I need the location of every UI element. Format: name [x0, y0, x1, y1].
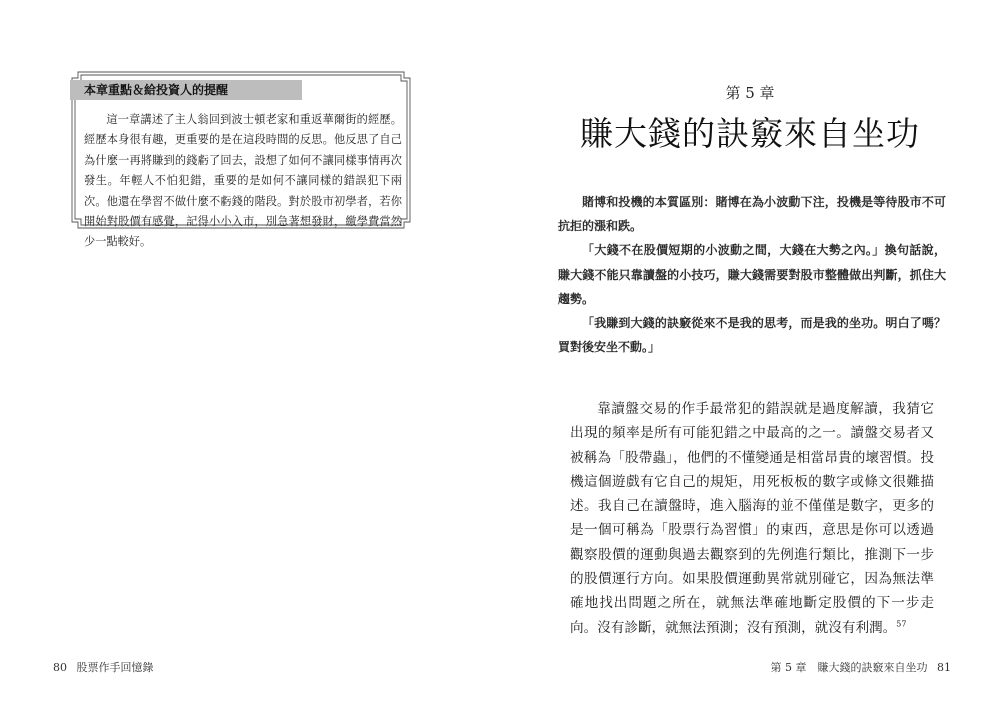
chapter-label: 第 5 章 [725, 84, 775, 102]
right-page-number: 81 [937, 661, 951, 674]
body-text [570, 397, 934, 640]
right-folio [771, 659, 958, 675]
right-running-head: 第 5 章 賺大錢的訣竅來自坐功 [770, 661, 928, 674]
chapter-title: 賺大錢的訣竅來自坐功 [580, 114, 920, 153]
left-page-number: 80 [53, 661, 67, 674]
left-folio [47, 659, 154, 675]
summary-body [84, 110, 402, 253]
epigraph-paragraph-3: 「我賺到大錢的訣竅從來不是我的思考，而是我的坐功。明白了嗎？買對後安坐不動。」 [558, 316, 946, 355]
chapter-summary-box [70, 70, 412, 249]
chapter-epigraph [558, 190, 946, 359]
summary-title: 本章重點＆給投資人的提醒 [70, 80, 302, 100]
body-paragraph [570, 397, 934, 640]
footnote-reference[interactable]: 57 [896, 619, 907, 629]
left-running-head: 股票作手回憶錄 [76, 661, 154, 674]
summary-paragraph: 這一章講述了主人翁回到波士頓老家和重返華爾街的經歷。經歷本身很有趣，更重要的是在這段時間的反思。他反思了自己為什麼一再將賺到的錢虧了回去，設想了如何不讓同樣事情再次發生。年輕人不怕犯錯，重要的是如何不讓同樣的錯誤犯下兩次。他還在學習不做什麼不虧錢的階段。對於股市初學者，若你開始對股價有感覺，記得小小入市，別急著想發財，繳學費當然少一點較好。 [84, 113, 402, 249]
body-paragraph-text: 靠讀盤交易的作手最常犯的錯誤就是過度解讀，我猜它出現的頻率是所有可能犯錯之中最高的之一。讀盤交易者又被稱為「股帶蟲」，他們的不懂變通是相當昂貴的壞習慣。投機這個遊戲有它自己的規矩，用死板板的數字或條文很難描述。我自己在讀盤時，進入腦海的並不僅僅是數字，更多的是一個可稱為「股票行為習慣」的東西，意思是你可以透過觀察股價的運動與過去觀察到的先例進行類比，推測下一步的股價運行方向。如果股價運動異常就別碰它，因為無法準確地找出問題之所在，就無法準確地斷定股價的下一步走向。沒有診斷，就無法預測；沒有預測，就沒有利潤。 [570, 401, 934, 636]
epigraph-paragraph-1: 賭博和投機的本質區別：賭博在為小波動下注，投機是等待股市不可抗拒的漲和跌。 [558, 195, 946, 234]
epigraph-paragraph-2: 「大錢不在股價短期的小波動之間，大錢在大勢之內。」換句話說，賺大錢不能只靠讀盤的小技巧，賺大錢需要對股市整體做出判斷，抓住大趨勢。 [558, 243, 946, 306]
right-page [500, 0, 1000, 710]
